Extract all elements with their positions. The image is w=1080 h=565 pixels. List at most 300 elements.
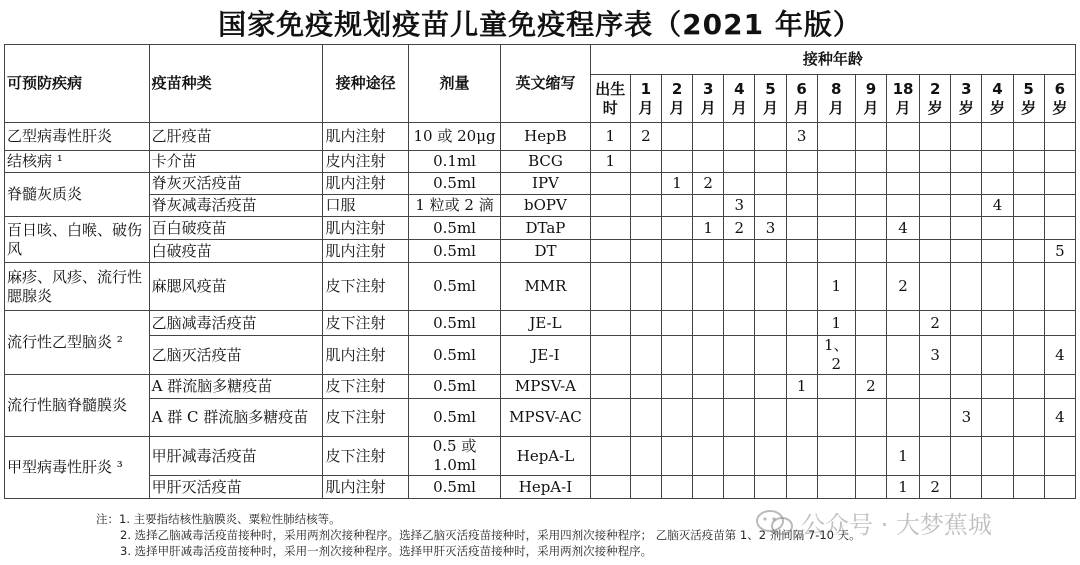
dose-number-cell (590, 195, 630, 217)
age-unit: 月 (828, 98, 844, 117)
abbr-cell: IPV (501, 173, 590, 195)
dose-cell: 0.5ml (408, 173, 500, 195)
dose-number-cell (982, 240, 1013, 263)
dose-number-cell (693, 399, 724, 437)
age-value: 6 (796, 79, 807, 98)
vaccine-name-cell: 麻腮风疫苗 (149, 263, 323, 311)
dose-number-cell: 3 (951, 399, 982, 437)
dose-number-cell (817, 195, 855, 217)
dose-number-cell: 2 (920, 311, 951, 336)
dose-number-cell: 3 (755, 217, 786, 240)
dose-number-cell (693, 263, 724, 311)
header-route: 接种途径 (323, 45, 408, 123)
dose-number-cell (1013, 437, 1044, 476)
dose-number-cell (630, 336, 661, 375)
dose-number-cell (855, 263, 886, 311)
route-cell: 肌内注射 (323, 217, 408, 240)
dose-number-cell (724, 375, 755, 399)
dose-number-cell (1044, 375, 1075, 399)
route-cell: 皮内注射 (323, 151, 408, 173)
age-unit: 时 (602, 98, 618, 117)
table-row (5, 263, 1076, 311)
age-unit: 岁 (1021, 98, 1037, 117)
footnote-1: 注：1. 主要指结核性脑膜炎、粟粒性肺结核等。 (96, 512, 341, 526)
dose-number-cell (951, 173, 982, 195)
dose-number-cell (951, 151, 982, 173)
dose-number-cell (817, 217, 855, 240)
vaccine-name-cell: A 群 C 群流脑多糖疫苗 (149, 399, 323, 437)
dose-number-cell (951, 476, 982, 499)
table-row (5, 217, 1076, 240)
age-header-cell (661, 75, 692, 123)
dose-number-cell (590, 336, 630, 375)
dose-number-cell (724, 173, 755, 195)
route-cell: 肌内注射 (323, 240, 408, 263)
dose-number-cell (755, 311, 786, 336)
age-value: 18 (892, 79, 914, 98)
dose-number-cell (855, 311, 886, 336)
dose-number-cell (1013, 311, 1044, 336)
dose-number-cell (982, 173, 1013, 195)
dose-number-cell (755, 151, 786, 173)
disease-cell: 麻疹、风疹、流行性腮腺炎 (5, 263, 150, 311)
dose-number-cell: 3 (920, 336, 951, 375)
dose-number-cell (982, 123, 1013, 151)
schedule-body (5, 123, 1076, 499)
dose-number-cell (982, 311, 1013, 336)
dose-number-cell (855, 195, 886, 217)
footnote-2: 2. 选择乙脑减毒活疫苗接种时，采用两剂次接种程序。选择乙脑灭活疫苗接种时，采用四剂次接种程序； 乙脑灭活疫苗第 1、2 剂间隔 7-10 天。 (120, 528, 861, 542)
age-value: 9 (865, 79, 877, 98)
dose-number-cell (786, 263, 817, 311)
dose-number-cell (755, 195, 786, 217)
table-row (5, 437, 1076, 476)
dose-number-cell: 2 (630, 123, 661, 151)
dose-number-cell (982, 217, 1013, 240)
dose-cell: 0.5 或 1.0ml (408, 437, 500, 476)
dose-number-cell (630, 476, 661, 499)
abbr-cell: HepA-L (501, 437, 590, 476)
age-header-cell (786, 75, 817, 123)
dose-number-cell (886, 151, 919, 173)
dose-number-cell (590, 311, 630, 336)
dose-number-cell (886, 375, 919, 399)
dose-number-cell (920, 399, 951, 437)
age-unit: 岁 (927, 98, 943, 117)
dose-number-cell (920, 240, 951, 263)
vaccine-name-cell: 脊灰灭活疫苗 (149, 173, 323, 195)
vaccine-name-cell: 卡介苗 (149, 151, 323, 173)
dose-number-cell (1013, 336, 1044, 375)
dose-number-cell (755, 375, 786, 399)
abbr-cell: JE-I (501, 336, 590, 375)
dose-number-cell: 1 (886, 476, 919, 499)
dose-number-cell: 4 (1044, 336, 1075, 375)
age-value: 1 (640, 79, 652, 98)
disease-cell: 流行性脑脊髓膜炎 (5, 375, 150, 437)
dose-number-cell (630, 399, 661, 437)
vaccine-name-cell: 乙脑灭活疫苗 (149, 336, 323, 375)
dose-number-cell (755, 173, 786, 195)
dose-number-cell: 2 (724, 217, 755, 240)
dose-number-cell (920, 123, 951, 151)
dose-number-cell (630, 240, 661, 263)
abbr-cell: JE-L (501, 311, 590, 336)
dose-cell: 0.5ml (408, 217, 500, 240)
age-value: 出生 (595, 79, 626, 98)
age-value: 5 (1023, 79, 1034, 98)
dose-number-cell (661, 311, 692, 336)
dose-number-cell (661, 217, 692, 240)
route-cell: 皮下注射 (323, 375, 408, 399)
table-row (5, 173, 1076, 195)
dose-number-cell (982, 375, 1013, 399)
dose-number-cell: 1 (817, 311, 855, 336)
dose-number-cell (724, 123, 755, 151)
dose-number-cell (590, 375, 630, 399)
dose-cell: 10 或 20μg (408, 123, 500, 151)
route-cell: 肌内注射 (323, 173, 408, 195)
age-header-cell (1013, 75, 1044, 123)
dose-number-cell (693, 151, 724, 173)
dose-number-cell: 1 (886, 437, 919, 476)
dose-number-cell (724, 240, 755, 263)
abbr-cell: BCG (501, 151, 590, 173)
table-row (5, 151, 1076, 173)
dose-number-cell (855, 151, 886, 173)
age-value: 3 (702, 79, 714, 98)
dose-number-cell (1044, 217, 1075, 240)
dose-number-cell (855, 123, 886, 151)
age-header-cell (724, 75, 755, 123)
header-dose: 剂量 (408, 45, 500, 123)
dose-number-cell (886, 123, 919, 151)
dose-number-cell (982, 399, 1013, 437)
age-header-cell (817, 75, 855, 123)
table-row (5, 123, 1076, 151)
dose-number-cell (982, 437, 1013, 476)
dose-number-cell (590, 240, 630, 263)
dose-number-cell (1044, 195, 1075, 217)
table-row (5, 476, 1076, 499)
age-unit: 岁 (989, 98, 1005, 117)
dose-number-cell (817, 151, 855, 173)
abbr-cell: MPSV-AC (501, 399, 590, 437)
dose-number-cell (630, 151, 661, 173)
dose-number-cell (786, 240, 817, 263)
age-value: 5 (765, 79, 776, 98)
age-header-cell (590, 75, 630, 123)
disease-cell: 甲型病毒性肝炎 ³ (5, 437, 150, 499)
route-cell: 皮下注射 (323, 311, 408, 336)
dose-number-cell (1013, 476, 1044, 499)
table-row (5, 311, 1076, 336)
age-unit: 月 (863, 98, 879, 117)
table-row (5, 336, 1076, 375)
footnote-3: 3. 选择甲肝减毒活疫苗接种时，采用一剂次接种程序。选择甲肝灭活疫苗接种时，采用两剂次接种程序。 (120, 544, 653, 558)
dose-number-cell (755, 437, 786, 476)
dose-number-cell (951, 263, 982, 311)
age-unit: 月 (794, 98, 810, 117)
dose-number-cell: 1 (661, 173, 692, 195)
dose-number-cell (755, 263, 786, 311)
dose-number-cell (693, 311, 724, 336)
dose-number-cell: 3 (724, 195, 755, 217)
dose-number-cell (755, 399, 786, 437)
dose-number-cell (724, 263, 755, 311)
dose-number-cell (817, 437, 855, 476)
table-row (5, 195, 1076, 217)
dose-number-cell (1013, 217, 1044, 240)
route-cell: 皮下注射 (323, 399, 408, 437)
dose-number-cell (786, 151, 817, 173)
dose-number-cell (855, 217, 886, 240)
age-unit: 月 (669, 98, 685, 117)
dose-number-cell (1044, 123, 1075, 151)
dose-number-cell (724, 336, 755, 375)
dose-number-cell (817, 476, 855, 499)
age-header-cell (755, 75, 786, 123)
dose-number-cell (786, 217, 817, 240)
dose-number-cell (951, 217, 982, 240)
dose-number-cell (920, 437, 951, 476)
dose-number-cell (817, 375, 855, 399)
dose-number-cell (724, 476, 755, 499)
dose-number-cell (920, 217, 951, 240)
age-value: 8 (831, 79, 842, 98)
vaccine-name-cell: A 群流脑多糖疫苗 (149, 375, 323, 399)
age-value: 4 (734, 79, 745, 98)
dose-number-cell (817, 399, 855, 437)
dose-number-cell: 2 (855, 375, 886, 399)
header-abbr: 英文缩写 (501, 45, 590, 123)
dose-number-cell: 1 (590, 123, 630, 151)
dose-cell: 0.5ml (408, 375, 500, 399)
dose-number-cell (661, 123, 692, 151)
dose-number-cell (630, 437, 661, 476)
dose-number-cell (1013, 195, 1044, 217)
dose-number-cell (982, 336, 1013, 375)
dose-number-cell (855, 399, 886, 437)
dose-number-cell (920, 173, 951, 195)
age-header-cell (920, 75, 951, 123)
dose-number-cell (886, 240, 919, 263)
table-row (5, 399, 1076, 437)
dose-number-cell (590, 217, 630, 240)
dose-number-cell (786, 311, 817, 336)
dose-number-cell (1044, 311, 1075, 336)
dose-number-cell (786, 399, 817, 437)
abbr-cell: MMR (501, 263, 590, 311)
header-disease: 可预防疾病 (5, 45, 150, 123)
dose-number-cell: 1 (590, 151, 630, 173)
abbr-cell: DTaP (501, 217, 590, 240)
dose-number-cell: 2 (920, 476, 951, 499)
footnotes (96, 511, 861, 559)
dose-number-cell (693, 240, 724, 263)
watermark (755, 505, 992, 540)
dose-number-cell (982, 263, 1013, 311)
dose-number-cell (724, 399, 755, 437)
dose-number-cell (693, 437, 724, 476)
dose-number-cell (590, 476, 630, 499)
dose-number-cell (951, 336, 982, 375)
dose-number-cell (693, 336, 724, 375)
age-header-cell (982, 75, 1013, 123)
dose-number-cell (590, 263, 630, 311)
age-value: 3 (961, 79, 972, 98)
dose-number-cell (1044, 151, 1075, 173)
age-header-cell (855, 75, 886, 123)
disease-cell: 乙型病毒性肝炎 (5, 123, 150, 151)
abbr-cell: HepA-I (501, 476, 590, 499)
dose-number-cell (920, 151, 951, 173)
dose-number-cell (590, 173, 630, 195)
dose-number-cell (1044, 437, 1075, 476)
vaccine-name-cell: 乙肝疫苗 (149, 123, 323, 151)
age-value: 4 (992, 79, 1003, 98)
dose-number-cell: 2 (693, 173, 724, 195)
dose-number-cell: 3 (786, 123, 817, 151)
dose-number-cell (1044, 173, 1075, 195)
age-header-cell (886, 75, 919, 123)
dose-number-cell (630, 195, 661, 217)
dose-number-cell (920, 375, 951, 399)
dose-number-cell (951, 123, 982, 151)
age-header-cell (630, 75, 661, 123)
disease-cell: 结核病 ¹ (5, 151, 150, 173)
dose-number-cell (755, 336, 786, 375)
age-unit: 岁 (958, 98, 974, 117)
dose-cell: 0.1ml (408, 151, 500, 173)
dose-number-cell (590, 437, 630, 476)
dose-number-cell (630, 263, 661, 311)
age-unit: 月 (700, 98, 716, 117)
dose-number-cell (982, 151, 1013, 173)
vaccine-name-cell: 脊灰减毒活疫苗 (149, 195, 323, 217)
age-unit: 月 (762, 98, 778, 117)
dose-number-cell (1044, 263, 1075, 311)
vaccine-name-cell: 乙脑减毒活疫苗 (149, 311, 323, 336)
dose-number-cell (886, 336, 919, 375)
dose-number-cell (1013, 151, 1044, 173)
abbr-cell: bOPV (501, 195, 590, 217)
dose-cell: 1 粒或 2 滴 (408, 195, 500, 217)
dose-number-cell (661, 151, 692, 173)
dose-number-cell (755, 123, 786, 151)
vaccine-name-cell: 甲肝减毒活疫苗 (149, 437, 323, 476)
immunization-schedule-table (4, 44, 1076, 499)
dose-number-cell (1013, 240, 1044, 263)
table-row (5, 240, 1076, 263)
age-unit: 月 (895, 98, 911, 117)
dose-number-cell (1044, 476, 1075, 499)
abbr-cell: DT (501, 240, 590, 263)
dose-number-cell (1013, 375, 1044, 399)
dose-number-cell (755, 240, 786, 263)
age-value: 2 (671, 79, 683, 98)
header-vaccine: 疫苗种类 (149, 45, 323, 123)
dose-number-cell (920, 195, 951, 217)
dose-number-cell: 1 (693, 217, 724, 240)
dose-number-cell (1013, 123, 1044, 151)
age-value: 6 (1054, 79, 1066, 98)
dose-number-cell (786, 437, 817, 476)
table-row (5, 375, 1076, 399)
dose-number-cell (920, 263, 951, 311)
route-cell: 口服 (323, 195, 408, 217)
dose-number-cell (693, 195, 724, 217)
dose-number-cell (661, 240, 692, 263)
page-title: 国家免疫规划疫苗儿童免疫程序表（2021 年版） (218, 8, 862, 41)
dose-number-cell (693, 476, 724, 499)
dose-number-cell: 4 (1044, 399, 1075, 437)
route-cell: 肌内注射 (323, 123, 408, 151)
vaccine-name-cell: 白破疫苗 (149, 240, 323, 263)
dose-number-cell (630, 217, 661, 240)
dose-cell: 0.5ml (408, 336, 500, 375)
dose-number-cell (786, 195, 817, 217)
wechat-icon (755, 508, 795, 538)
age-unit: 月 (638, 98, 654, 117)
age-header-cell (951, 75, 982, 123)
dose-number-cell (951, 375, 982, 399)
disease-cell: 流行性乙型脑炎 ² (5, 311, 150, 375)
dose-number-cell (630, 173, 661, 195)
dose-number-cell (855, 336, 886, 375)
dose-cell: 0.5ml (408, 263, 500, 311)
dose-number-cell (724, 437, 755, 476)
dose-number-cell (661, 195, 692, 217)
dose-number-cell: 4 (982, 195, 1013, 217)
dose-number-cell (855, 173, 886, 195)
dose-number-cell (661, 375, 692, 399)
route-cell: 皮下注射 (323, 437, 408, 476)
dose-number-cell: 1 (817, 263, 855, 311)
route-cell: 皮下注射 (323, 263, 408, 311)
dose-number-cell (951, 195, 982, 217)
dose-number-cell: 2 (886, 263, 919, 311)
dose-number-cell (817, 173, 855, 195)
dose-number-cell (1013, 399, 1044, 437)
age-header-cell (693, 75, 724, 123)
dose-number-cell (1013, 263, 1044, 311)
age-unit: 岁 (1052, 98, 1068, 117)
dose-number-cell (951, 437, 982, 476)
dose-number-cell (693, 375, 724, 399)
dose-number-cell (786, 476, 817, 499)
age-header-cell (1044, 75, 1075, 123)
dose-number-cell (886, 399, 919, 437)
dose-cell: 0.5ml (408, 240, 500, 263)
dose-number-cell (855, 240, 886, 263)
dose-number-cell (590, 399, 630, 437)
dose-number-cell (1013, 173, 1044, 195)
dose-number-cell: 4 (886, 217, 919, 240)
dose-number-cell (886, 173, 919, 195)
dose-number-cell (755, 476, 786, 499)
age-unit: 月 (731, 98, 747, 117)
dose-number-cell (661, 476, 692, 499)
route-cell: 肌内注射 (323, 476, 408, 499)
dose-number-cell (951, 311, 982, 336)
dose-number-cell (786, 336, 817, 375)
dose-number-cell (724, 151, 755, 173)
dose-number-cell (724, 311, 755, 336)
abbr-cell: HepB (501, 123, 590, 151)
disease-cell: 百日咳、白喉、破伤风 (5, 217, 150, 263)
dose-number-cell (661, 399, 692, 437)
